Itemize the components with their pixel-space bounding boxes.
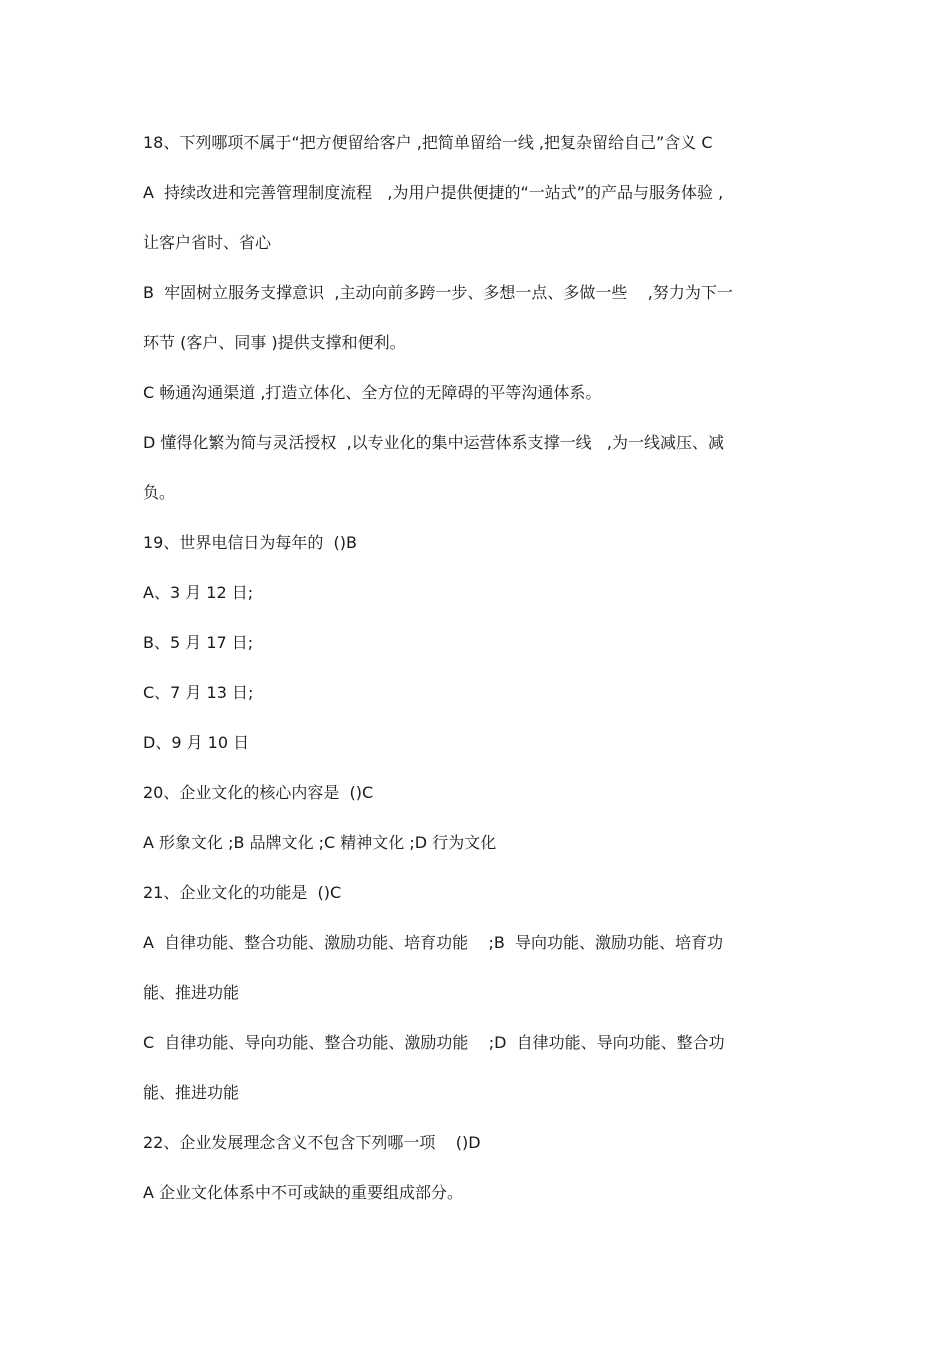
question-18-option-d-line-2: 负。 — [143, 483, 176, 502]
question-18-title: 18、下列哪项不属于“把方便留给客户 ,把简单留给一线 ,把复杂留给自己”含义 C — [143, 133, 713, 152]
question-18-option-b-line-2: 环节 (客户、同事 )提供支撑和便利。 — [143, 333, 406, 352]
question-18-option-d-line-1: D 懂得化繁为简与灵活授权 ,以专业化的集中运营体系支撑一线 ,为一线减压、减 — [143, 433, 725, 452]
question-21-title: 21、企业文化的功能是 ()C — [143, 883, 342, 902]
question-18-option-c: C 畅通沟通渠道 ,打造立体化、全方位的无障碍的平等沟通体系。 — [143, 383, 602, 402]
question-19-option-b: B、5 月 17 日; — [143, 633, 254, 652]
question-21-options-ab-line-2: 能、推进功能 — [143, 983, 240, 1002]
question-19-option-c: C、7 月 13 日; — [143, 683, 254, 702]
question-19-option-a: A、3 月 12 日; — [143, 583, 254, 602]
question-22-option-a: A 企业文化体系中不可或缺的重要组成部分。 — [143, 1183, 464, 1202]
question-19-option-d: D、9 月 10 日 — [143, 733, 250, 752]
question-22-title: 22、企业发展理念含义不包含下列哪一项 ()D — [143, 1133, 481, 1152]
question-21-options-ab-line-1: A 自律功能、整合功能、激励功能、培育功能 ;B 导向功能、激励功能、培育功 — [143, 933, 724, 952]
question-21-options-cd-line-2: 能、推进功能 — [143, 1083, 240, 1102]
question-21-options-cd-line-1: C 自律功能、导向功能、整合功能、激励功能 ;D 自律功能、导向功能、整合功 — [143, 1033, 725, 1052]
question-19-title: 19、世界电信日为每年的 ()B — [143, 533, 357, 552]
question-18-option-a-line-1: A 持续改进和完善管理制度流程 ,为用户提供便捷的“一站式”的产品与服务体验 , — [143, 183, 724, 202]
question-20-options: A 形象文化 ;B 品牌文化 ;C 精神文化 ;D 行为文化 — [143, 833, 497, 852]
question-18-option-a-line-2: 让客户省时、省心 — [143, 233, 272, 252]
question-20-title: 20、企业文化的核心内容是 ()C — [143, 783, 374, 802]
question-18-option-b-line-1: B 牢固树立服务支撑意识 ,主动向前多跨一步、多想一点、多做一些 ,努力为下一 — [143, 283, 733, 302]
